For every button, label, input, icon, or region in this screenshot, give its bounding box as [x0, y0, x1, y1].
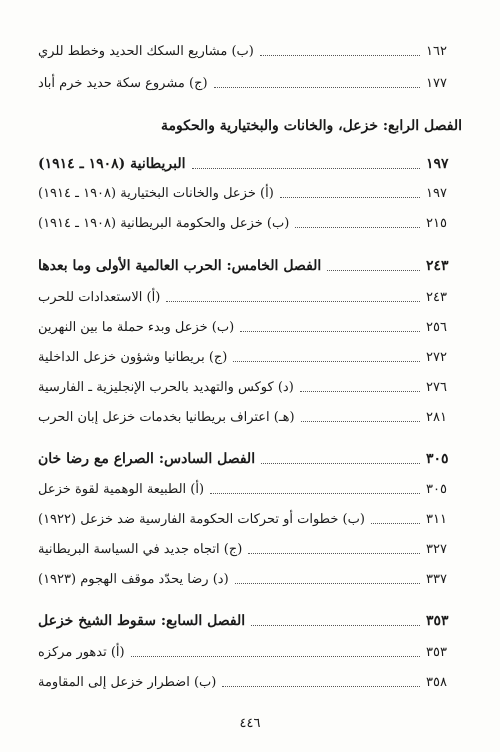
leader-dots [260, 55, 420, 56]
entry-page: ٣٥٣ [426, 644, 447, 660]
entry-page: ١٧٧ [426, 75, 447, 91]
leader-dots [233, 361, 420, 362]
leader-dots [295, 227, 420, 228]
toc-entry [38, 182, 462, 204]
leader-dots [251, 625, 420, 626]
leader-dots [131, 656, 420, 657]
leader-dots [300, 391, 420, 392]
entry-page: ٢٧٦ [426, 379, 447, 395]
leader-dots [235, 583, 420, 584]
leader-dots [371, 523, 420, 524]
entry-title: (ب) خزعل وبدء حملة ما بين النهرين [38, 319, 235, 335]
entry-title: الفصل السابع: سقوط الشيخ خزعل [38, 613, 246, 629]
entry-page: ٣٥٣ [426, 613, 449, 629]
toc-entry [38, 568, 462, 590]
entry-page: ٢٤٣ [426, 258, 449, 274]
entry-title: (ج) اتجاه جديد في السياسة البريطانية [38, 541, 243, 557]
entry-title: (ج) مشروع سكة حديد خرم أباد [38, 75, 208, 91]
toc-entry [38, 538, 462, 560]
leader-dots [222, 686, 420, 687]
toc-entry [38, 478, 462, 500]
entry-page: ١٩٧ [426, 185, 447, 201]
toc-entry [38, 508, 462, 530]
leader-dots [248, 553, 420, 554]
entry-title: (هـ) اعتراف بريطانيا بخدمات خزعل إبان الحرب [38, 409, 295, 425]
entry-title: (د) كوكس والتهديد بالحرب الإنجليزية ـ الفارسية [38, 379, 294, 395]
entry-title: (ج) بريطانيا وشؤون خزعل الداخلية [38, 349, 228, 365]
toc-entry [38, 671, 462, 693]
toc-entry [38, 641, 462, 663]
toc-entry [38, 72, 462, 94]
entry-page: ٢٧٢ [426, 349, 447, 365]
toc-entry [38, 406, 462, 428]
entry-page: ٣٥٨ [426, 674, 447, 690]
entry-page: ٢٥٦ [426, 319, 447, 335]
leader-dots [240, 331, 420, 332]
entry-page: ١٦٢ [426, 43, 447, 59]
entry-page: ١٩٧ [426, 156, 449, 172]
entry-title: (ب) خطوات أو تحركات الحكومة الفارسية ضد خزعل (١٩٢٢) [38, 511, 365, 527]
toc-entry [38, 376, 462, 398]
toc-entry [38, 448, 462, 470]
entry-title: (أ) الاستعدادات للحرب [38, 289, 161, 305]
entry-page: ٣٣٧ [426, 571, 447, 587]
leader-dots [166, 301, 420, 302]
leader-dots [280, 197, 420, 198]
leader-dots [192, 168, 420, 169]
toc-entry [38, 40, 462, 62]
leader-dots [327, 270, 420, 271]
page-number: ٤٤٦ [239, 716, 261, 731]
entry-page: ٣١١ [426, 511, 447, 527]
toc-entry [38, 255, 462, 277]
toc-entry [38, 212, 462, 234]
entry-page: ٢١٥ [426, 215, 447, 231]
entry-title: (ب) اضطرار خزعل إلى المقاومة [38, 674, 217, 690]
toc-entry [38, 346, 462, 368]
entry-title: (أ) خزعل والخانات البختيارية (١٩٠٨ ـ ١٩١٤) [38, 185, 274, 201]
entry-title: البريطانية (١٩٠٨ ـ ١٩١٤) [38, 156, 186, 172]
entry-title: (أ) الطبيعة الوهمية لقوة خزعل [38, 481, 205, 497]
entry-title: الفصل الخامس: الحرب العالمية الأولى وما بعدها [38, 258, 322, 274]
entry-title: (أ) تدهور مركزه [38, 644, 125, 660]
entry-page: ٢٤٣ [426, 289, 447, 305]
toc-entry [38, 286, 462, 308]
entry-title: (ب) مشاريع السكك الحديد وخطط للري [38, 43, 254, 59]
entry-title: (د) رضا يحدّد موقف الهجوم (١٩٢٣) [38, 571, 229, 587]
entry-title: الفصل السادس: الصراع مع رضا خان [38, 451, 256, 467]
entry-page: ٣٠٥ [426, 481, 447, 497]
leader-dots [261, 463, 420, 464]
entry-page: ٣٠٥ [426, 451, 449, 467]
leader-dots [214, 87, 420, 88]
entry-page: ٣٢٧ [426, 541, 447, 557]
leader-dots [210, 493, 420, 494]
leader-dots [301, 421, 420, 422]
entry-page: ٢٨١ [426, 409, 447, 425]
toc-entry [38, 610, 462, 632]
toc-entry [38, 316, 462, 338]
chapter-heading: الفصل الرابع: خزعل، والخانات والبختيارية والحكومة [160, 118, 462, 134]
toc-entry [38, 153, 462, 175]
entry-title: (ب) خزعل والحكومة البريطانية (١٩٠٨ ـ ١٩١٤) [38, 215, 290, 231]
